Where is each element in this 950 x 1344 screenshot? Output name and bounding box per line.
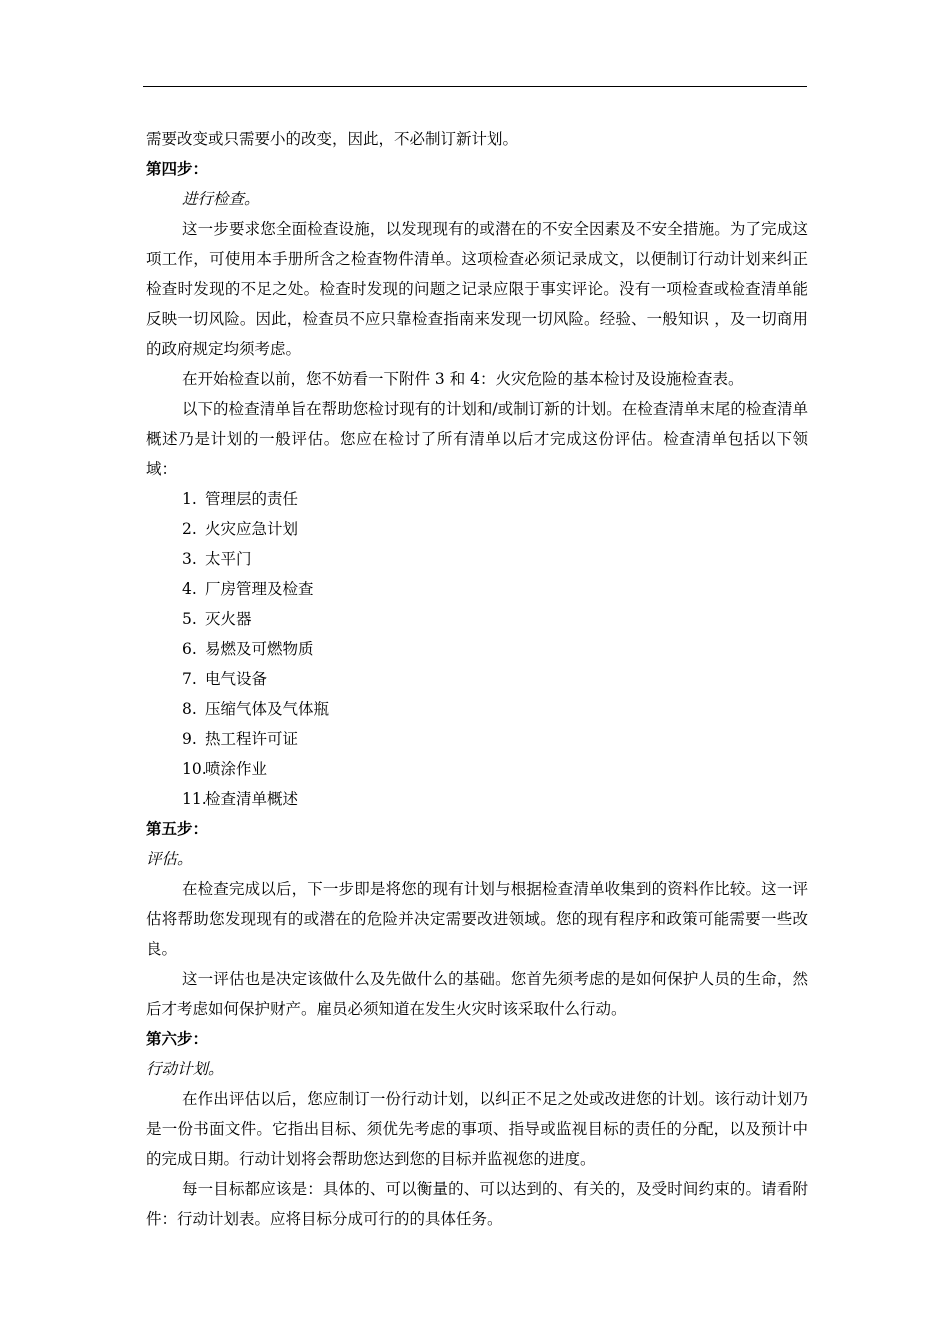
list-item xyxy=(146,574,808,604)
list-item xyxy=(146,544,808,574)
step6-heading: 第六步： xyxy=(146,1029,209,1048)
continuation-text: 需要改变或只需要小的改变，因此，不必制订新计划。 xyxy=(146,130,519,148)
checklist-areas-list xyxy=(146,484,808,814)
list-item-number: 8. xyxy=(182,700,197,718)
step6-paragraph-1: 在作出评估以后，您应制订一份行动计划，以纠正不足之处或改进您的计划。该行动计划乃是一份书面文件。它指出目标、须优先考虑的事项、指导或监视目标的责任的分配，以及预计中的完成日期。行动计划将会帮助您达到您的目标并监视您的进度。 xyxy=(146,1090,808,1168)
list-item xyxy=(146,604,808,634)
list-item-text: 检查清单概述 xyxy=(205,790,299,808)
list-item-text: 火灾应急计划 xyxy=(205,520,299,538)
list-item-number: 1. xyxy=(182,490,197,508)
header-rule xyxy=(143,86,807,87)
list-item-text: 压缩气体及气体瓶 xyxy=(205,700,330,718)
step5-paragraph-1: 在检查完成以后，下一步即是将您的现有计划与根据检查清单收集到的资料作比较。这一评估将帮助您发现现有的或潜在的危险并决定需要改进领域。您的现有程序和政策可能需要一些改良。 xyxy=(146,880,808,958)
list-item-text: 喷涂作业 xyxy=(205,760,268,778)
step4-paragraph-3: 以下的检查清单旨在帮助您检讨现有的计划和/或制订新的计划。在检查清单末尾的检查清单概述乃是计划的一般评估。您应在检讨了所有清单以后才完成这份评估。检查清单包括以下领域： xyxy=(146,400,808,478)
list-item-text: 管理层的责任 xyxy=(205,490,299,508)
list-item-number: 3. xyxy=(182,550,197,568)
step5-paragraph-2: 这一评估也是决定该做什么及先做什么的基础。您首先须考虑的是如何保护人员的生命，然后才考虑如何保护财产。雇员必须知道在发生火灾时该采取什么行动。 xyxy=(146,970,808,1018)
list-item-text: 灭火器 xyxy=(205,610,252,628)
list-item-number: 10. xyxy=(182,760,207,778)
step5-heading: 第五步： xyxy=(146,819,209,838)
step6-subtitle: 行动计划。 xyxy=(146,1060,224,1078)
list-item-text: 热工程许可证 xyxy=(205,730,299,748)
list-item xyxy=(146,484,808,514)
list-item-number: 6. xyxy=(182,640,197,658)
step5-subtitle: 评估。 xyxy=(146,850,193,868)
step4-heading: 第四步： xyxy=(146,159,209,178)
list-item xyxy=(146,784,808,814)
list-item xyxy=(146,724,808,754)
list-item-text: 厂房管理及检查 xyxy=(205,580,314,598)
list-item xyxy=(146,514,808,544)
list-item xyxy=(146,754,808,784)
list-item xyxy=(146,634,808,664)
list-item-number: 2. xyxy=(182,520,197,538)
document-body xyxy=(146,124,808,1234)
list-item-number: 7. xyxy=(182,670,197,688)
list-item-text: 太平门 xyxy=(205,550,252,568)
list-item-text: 易燃及可燃物质 xyxy=(205,640,314,658)
list-item xyxy=(146,694,808,724)
step4-paragraph-1: 这一步要求您全面检查设施，以发现现有的或潜在的不安全因素及不安全措施。为了完成这项工作，可使用本手册所含之检查物件清单。这项检查必须记录成文，以便制订行动计划来纠正检查时发现的不足之处。检查时发现的问题之记录应限于事实评论。没有一项检查或检查清单能反映一切风险。因此，检查员不应只靠检查指南来发现一切风险。经验、一般知识 ，及一切商用的政府规定均须考虑。 xyxy=(146,220,808,358)
step4-subtitle: 进行检查。 xyxy=(182,190,260,208)
list-item-number: 11. xyxy=(182,790,207,808)
step6-paragraph-2: 每一目标都应该是：具体的、可以衡量的、可以达到的、有关的，及受时间约束的。请看附件：行动计划表。应将目标分成可行的的具体任务。 xyxy=(146,1180,808,1228)
list-item-number: 9. xyxy=(182,730,197,748)
list-item-number: 4. xyxy=(182,580,197,598)
list-item-text: 电气设备 xyxy=(205,670,268,688)
list-item xyxy=(146,664,808,694)
list-item-number: 5. xyxy=(182,610,197,628)
step4-paragraph-2: 在开始检查以前，您不妨看一下附件 3 和 4：火灾危险的基本检讨及设施检查表。 xyxy=(182,370,744,388)
